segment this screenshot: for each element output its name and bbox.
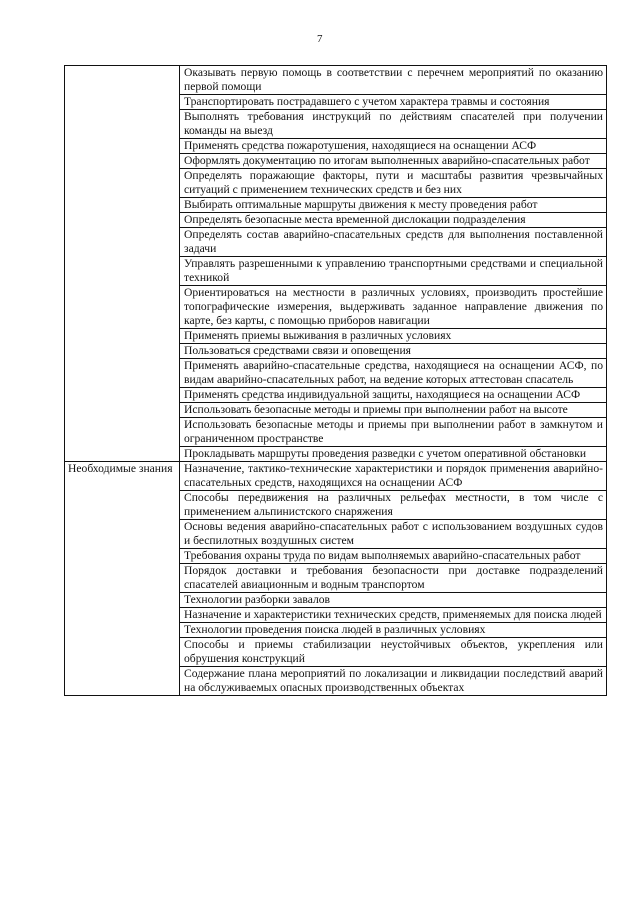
page-number: 7 <box>317 33 323 45</box>
requirement-cell: Выбирать оптимальные маршруты движения к месту проведения работ <box>180 198 607 213</box>
requirement-cell: Применять средства индивидуальной защиты, находящиеся на оснащении АСФ <box>180 388 607 403</box>
requirement-cell: Использовать безопасные методы и приемы при выполнении работ в замкнутом и ограниченном пространстве <box>180 418 607 447</box>
requirement-cell: Требования охраны труда по видам выполняемых аварийно-спасательных работ <box>180 549 607 564</box>
requirement-cell: Использовать безопасные методы и приемы при выполнении работ на высоте <box>180 403 607 418</box>
requirement-cell: Содержание плана мероприятий по локализации и ликвидации последствий аварий на обслуживаемых опасных производственных объектах <box>180 667 607 696</box>
requirement-cell: Оказывать первую помощь в соответствии с перечнем мероприятий по оказанию первой помощи <box>180 66 607 95</box>
requirement-cell: Назначение, тактико-технические характеристики и порядок применения аварийно-спасательных средств, находящихся на оснащении АСФ <box>180 462 607 491</box>
requirement-cell: Транспортировать пострадавшего с учетом характера травмы и состояния <box>180 95 607 110</box>
requirement-cell: Определять состав аварийно-спасательных средств для выполнения поставленной задачи <box>180 228 607 257</box>
requirement-cell: Определять поражающие факторы, пути и масштабы развития чрезвычайных ситуаций с применением технических средств и без них <box>180 169 607 198</box>
table-row <box>65 462 607 491</box>
requirement-cell: Основы ведения аварийно-спасательных работ с использованием воздушных судов и беспилотных воздушных систем <box>180 520 607 549</box>
requirement-cell: Технологии разборки завалов <box>180 593 607 608</box>
requirement-cell: Ориентироваться на местности в различных условиях, производить простейшие топографические измерения, выдерживать заданное направление движения по карте, без карты, с помощью приборов навигации <box>180 286 607 329</box>
requirement-cell: Способы передвижения на различных рельефах местности, в том числе с применением альпинистского снаряжения <box>180 491 607 520</box>
requirement-cell: Пользоваться средствами связи и оповещения <box>180 344 607 359</box>
requirement-cell: Управлять разрешенными к управлению транспортными средствами и специальной техникой <box>180 257 607 286</box>
requirement-cell: Оформлять документацию по итогам выполненных аварийно-спасательных работ <box>180 154 607 169</box>
competency-table <box>64 65 607 696</box>
requirement-cell: Применять приемы выживания в различных условиях <box>180 329 607 344</box>
section-label: Необходимые знания <box>65 462 180 696</box>
requirement-cell: Применять аварийно-спасательные средства, находящиеся на оснащении АСФ, по видам аварийно-спасательных работ, на ведение которых аттестован спасатель <box>180 359 607 388</box>
section-label <box>65 66 180 462</box>
requirement-cell: Применять средства пожаротушения, находящиеся на оснащении АСФ <box>180 139 607 154</box>
requirement-cell: Порядок доставки и требования безопасности при доставке подразделений спасателей авиационным и водным транспортом <box>180 564 607 593</box>
requirement-cell: Выполнять требования инструкций по действиям спасателей при получении команды на выезд <box>180 110 607 139</box>
requirement-cell: Определять безопасные места временной дислокации подразделения <box>180 213 607 228</box>
requirement-cell: Технологии проведения поиска людей в различных условиях <box>180 623 607 638</box>
requirement-cell: Прокладывать маршруты проведения разведки с учетом оперативной обстановки <box>180 447 607 462</box>
requirement-cell: Способы и приемы стабилизации неустойчивых объектов, укрепления или обрушения конструкций <box>180 638 607 667</box>
table-row <box>65 66 607 95</box>
requirement-cell: Назначение и характеристики технических средств, применяемых для поиска людей <box>180 608 607 623</box>
table-body <box>65 66 607 696</box>
